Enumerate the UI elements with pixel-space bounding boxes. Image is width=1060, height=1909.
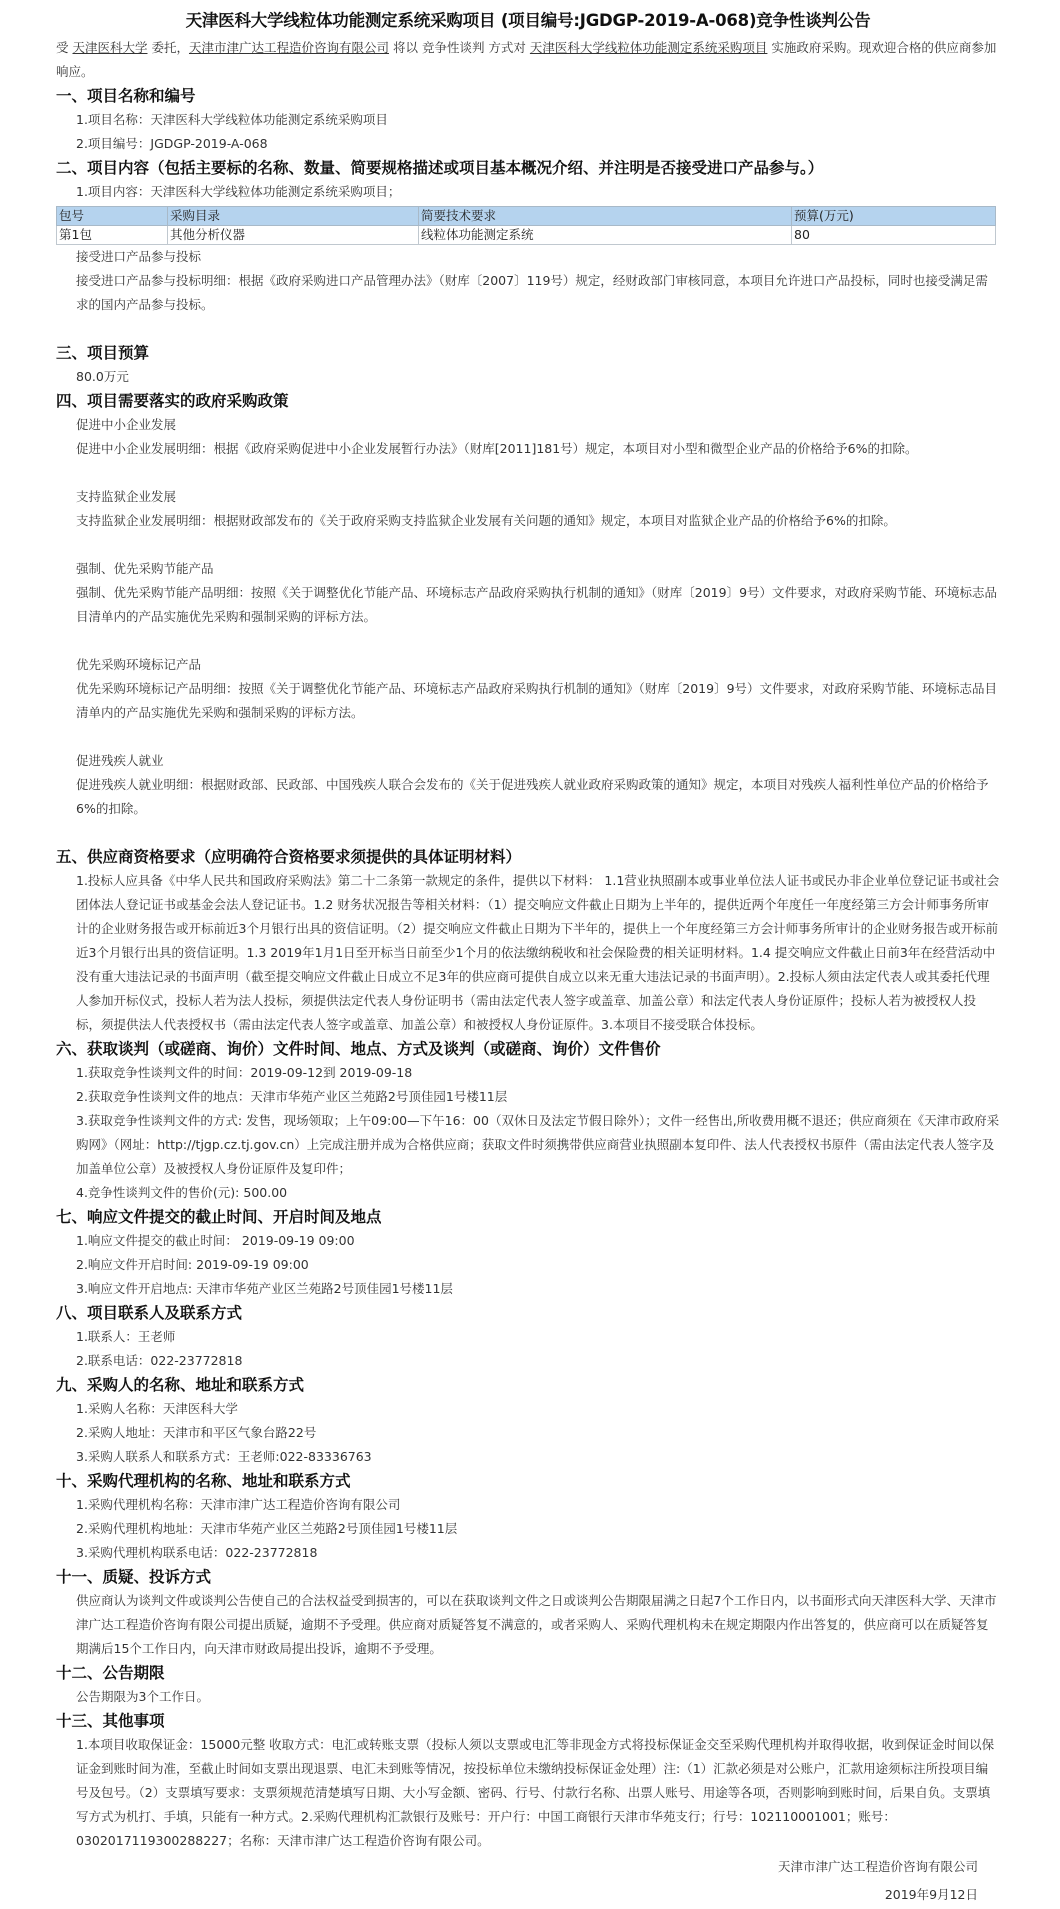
opening-time: 2.响应文件开启时间: 2019-09-19 09:00 xyxy=(76,1257,309,1272)
contact-person: 1.联系人：王老师 xyxy=(76,1329,176,1344)
section-heading-11: 十一、质疑、投诉方式 xyxy=(56,1568,212,1586)
document-price: 4.竞争性谈判文件的售价(元): 500.00 xyxy=(76,1185,288,1200)
cell-package: 第1包 xyxy=(57,226,168,245)
cell-budget: 80 xyxy=(792,226,996,245)
complaint-method: 供应商认为谈判文件或谈判公告使自己的合法权益受到损害的，可以在获取谈判文件之日或谈判公告期限届满之日起7个工作日内，以书面形式向天津医科大学、天津市津广达工程造价咨询有限公司提出质疑，逾期不予受理。供应商对质疑答复不满意的，或者采购人、采购代理机构未在规定期限内作出答复的，供应商可以在质疑答复期满后15个工作日内，向天津市财政局提出投诉，逾期不予受理。 xyxy=(76,1593,997,1656)
agency-link[interactable]: 天津市津广达工程造价咨询有限公司 xyxy=(188,40,389,55)
contact-phone: 2.联系电话：022-23772818 xyxy=(76,1353,243,1368)
agency-address: 2.采购代理机构地址：天津市华苑产业区兰苑路2号顶佳园1号楼11层 xyxy=(76,1521,458,1536)
budget-value: 80.0万元 xyxy=(76,369,129,384)
table-row xyxy=(57,226,996,245)
package-table xyxy=(56,206,996,245)
other-matters: 1.本项目收取保证金：15000元整 收取方式：电汇或转账支票（投标人须以支票或电汇等非现金方式将投标保证金交至采购代理机构并取得收据，收到保证金时间以保证金到账时间为准，至截止时间如支票出现退票、电汇未到账等情况，按投标单位未缴纳投标保证金处理）注:（1）汇款必须是对公账户，汇款用途须标注所投项目编号及包号。（2）支票填写要求：支票须规范清楚填写日期、大小写金额、密码、行号、付款行名称、出票人账号、用途等各项，否则影响到账时间，后果自负。支票填写方式为机打、手填，只能有一种方式。2.采购代理机构汇款银行及账号：开户行：中国工商银行天津市华苑支行；行号：102110001001；账号：0302017119300288227；名称：天津市津广达工程造价咨询有限公司。 xyxy=(76,1737,995,1848)
policy-detail: 促进残疾人就业明细：根据财政部、民政部、中国残疾人联合会发布的《关于促进残疾人就业政府采购政策的通知》规定，本项目对残疾人福利性单位产品的价格给予6%的扣除。 xyxy=(76,777,989,816)
policy-label: 强制、优先采购节能产品 xyxy=(76,561,214,576)
opening-place: 3.响应文件开启地点: 天津市华苑产业区兰苑路2号顶佳园1号楼11层 xyxy=(76,1281,453,1296)
spacer xyxy=(56,821,1000,845)
col-budget: 预算(万元) xyxy=(792,207,996,226)
section-heading-1: 一、项目名称和编号 xyxy=(56,87,196,105)
project-number: 2.项目编号：JGDGP-2019-A-068 xyxy=(76,136,268,151)
document-acquire-time: 1.获取竞争性谈判文件的时间：2019-09-12到 2019-09-18 xyxy=(76,1065,413,1080)
announcement-period: 公告期限为3个工作日。 xyxy=(76,1689,209,1704)
announcement-document xyxy=(56,6,1000,1909)
section-heading-2: 二、项目内容（包括主要标的名称、数量、简要规格描述或项目基本概况介绍、并注明是否接受进口产品参与。） xyxy=(56,159,824,177)
section-heading-7: 七、响应文件提交的截止时间、开启时间及地点 xyxy=(56,1208,382,1226)
section-heading-9: 九、采购人的名称、地址和联系方式 xyxy=(56,1376,305,1394)
signature-org: 天津市津广达工程造价咨询有限公司 xyxy=(777,1859,978,1874)
spacer xyxy=(56,461,1000,485)
spacer xyxy=(56,317,1000,341)
intro-paragraph xyxy=(56,36,1000,84)
policy-detail: 支持监狱企业发展明细：根据财政部发布的《关于政府采购支持监狱企业发展有关问题的通知》规定，本项目对监狱企业产品的价格给予6%的扣除。 xyxy=(76,513,896,528)
policy-label: 促进残疾人就业 xyxy=(76,753,164,768)
signature-date: 2019年9月12日 xyxy=(884,1887,978,1902)
agency-name: 1.采购代理机构名称：天津市津广达工程造价咨询有限公司 xyxy=(76,1497,401,1512)
intro-text-3: 将以 竞争性谈判 方式对 xyxy=(389,40,530,55)
document-acquire-place: 2.获取竞争性谈判文件的地点：天津市华苑产业区兰苑路2号顶佳园1号楼11层 xyxy=(76,1089,508,1104)
intro-text-1: 受 xyxy=(56,40,73,55)
policy-detail: 促进中小企业发展明细：根据《政府采购促进中小企业发展暂行办法》（财库[2011]181号）规定，本项目对小型和微型企业产品的价格给予6%的扣除。 xyxy=(76,441,918,456)
section-heading-4: 四、项目需要落实的政府采购政策 xyxy=(56,392,289,410)
project-link[interactable]: 天津医科大学线粒体功能测定系统采购项目 xyxy=(529,40,768,55)
section-heading-3: 三、项目预算 xyxy=(56,344,150,362)
submission-deadline: 1.响应文件提交的截止时间： 2019-09-19 09:00 xyxy=(76,1233,355,1248)
section-heading-8: 八、项目联系人及联系方式 xyxy=(56,1304,243,1322)
col-tech-requirements: 简要技术要求 xyxy=(419,207,792,226)
table-header-row xyxy=(57,207,996,226)
purchaser-link[interactable]: 天津医科大学 xyxy=(72,40,148,55)
cell-catalog: 其他分析仪器 xyxy=(168,226,419,245)
purchaser-name: 1.采购人名称：天津医科大学 xyxy=(76,1401,238,1416)
intro-text-2: 委托， xyxy=(147,40,189,55)
col-catalog: 采购目录 xyxy=(168,207,419,226)
policy-detail: 强制、优先采购节能产品明细：按照《关于调整优化节能产品、环境标志产品政府采购执行机制的通知》（财库〔2019〕9号）文件要求，对政府采购节能、环境标志品目清单内的产品实施优先采购和强制采购的评标方法。 xyxy=(76,585,998,624)
agency-phone: 3.采购代理机构联系电话：022-23772818 xyxy=(76,1545,318,1560)
policy-detail: 优先采购环境标记产品明细：按照《关于调整优化节能产品、环境标志产品政府采购执行机制的通知》（财库〔2019〕9号）文件要求，对政府采购节能、环境标志品目清单内的产品实施优先采购和强制采购的评标方法。 xyxy=(76,681,998,720)
spacer xyxy=(56,725,1000,749)
policy-label: 优先采购环境标记产品 xyxy=(76,657,202,672)
section-heading-6: 六、获取谈判（或磋商、询价）文件时间、地点、方式及谈判（或磋商、询价）文件售价 xyxy=(56,1040,661,1058)
document-acquire-method: 3.获取竞争性谈判文件的方式: 发售，现场领取；上午09:00—下午16：00（双休日及法定节假日除外）；文件一经售出,所收费用概不退还；供应商须在《天津市政府采购网》（网址：http://tjgp.cz.tj.gov.cn）上完成注册并成为合格供应商；获取文件时须携带供应商营业执照副本复印件、法人代表授权书原件（需由法定代表人签字及加盖单位公章）及被授权人身份证原件及复印件； xyxy=(76,1113,1000,1176)
spacer xyxy=(56,533,1000,557)
import-label: 接受进口产品参与投标 xyxy=(76,249,202,264)
cell-tech-requirements: 线粒体功能测定系统 xyxy=(419,226,792,245)
section-heading-5: 五、供应商资格要求（应明确符合资格要求须提供的具体证明材料） xyxy=(56,848,522,866)
import-detail: 接受进口产品参与投标明细：根据《政府采购进口产品管理办法》（财库〔2007〕119号）规定，经财政部门审核同意，本项目允许进口产品投标，同时也接受满足需求的国内产品参与投标。 xyxy=(76,273,988,312)
col-package: 包号 xyxy=(57,207,168,226)
section-heading-13: 十三、其他事项 xyxy=(56,1712,165,1730)
project-name: 1.项目名称：天津医科大学线粒体功能测定系统采购项目 xyxy=(76,112,388,127)
purchaser-address: 2.采购人地址：天津市和平区气象台路22号 xyxy=(76,1425,317,1440)
project-content: 1.项目内容：天津医科大学线粒体功能测定系统采购项目； xyxy=(76,184,401,199)
page-title: 天津医科大学线粒体功能测定系统采购项目 (项目编号:JGDGP-2019-A-068)竞争性谈判公告 xyxy=(185,11,871,30)
purchaser-contact: 3.采购人联系人和联系方式：王老师:022-83336763 xyxy=(76,1449,372,1464)
section-heading-10: 十、采购代理机构的名称、地址和联系方式 xyxy=(56,1472,351,1490)
intro-text-4: 实施政府采购。现欢迎合格的供应商参加响应。 xyxy=(56,40,997,79)
qualification-requirements: 1.投标人应具备《中华人民共和国政府采购法》第二十二条第一款规定的条件，提供以下材料： 1.1营业执照副本或事业单位法人证书或民办非企业单位登记证书或社会团体法人登记证书或基金会法人登记证书。1.2 财务状况报告等相关材料：（1）提交响应文件截止日期为上半年的，提供近两个年度任一年度经第三方会计师事务所审计的企业财务报告或开标前近3个月银行出具的资信证明。（2）提交响应文件截止日期为下半年的，提供上一个年度经第三方会计师事务所审计的企业财务报告或开标前近3个月银行出具的资信证明。1.3 2019年1月1日至开标当日前至少1个月的依法缴纳税收和社会保险费的相关证明材料。1.4 提交响应文件截止日前3年在经营活动中没有重大违法记录的书面声明（截至提交响应文件截止日成立不足3年的供应商可提供自成立以来无重大违法记录的书面声明）。2.投标人须由法定代表人或其委托代理人参加开标仪式，投标人若为法人投标，须提供法定代表人身份证明书（需由法定代表人签字或盖章、加盖公章）和法定代表人身份证原件；投标人若为被授权人投标，须提供法人代表授权书（需由法定代表人签字或盖章、加盖公章）和被授权人身份证原件。3.本项目不接受联合体投标。 xyxy=(76,873,1000,1032)
policy-label: 支持监狱企业发展 xyxy=(76,489,177,504)
section-heading-12: 十二、公告期限 xyxy=(56,1664,165,1682)
spacer xyxy=(56,629,1000,653)
policy-label: 促进中小企业发展 xyxy=(76,417,177,432)
